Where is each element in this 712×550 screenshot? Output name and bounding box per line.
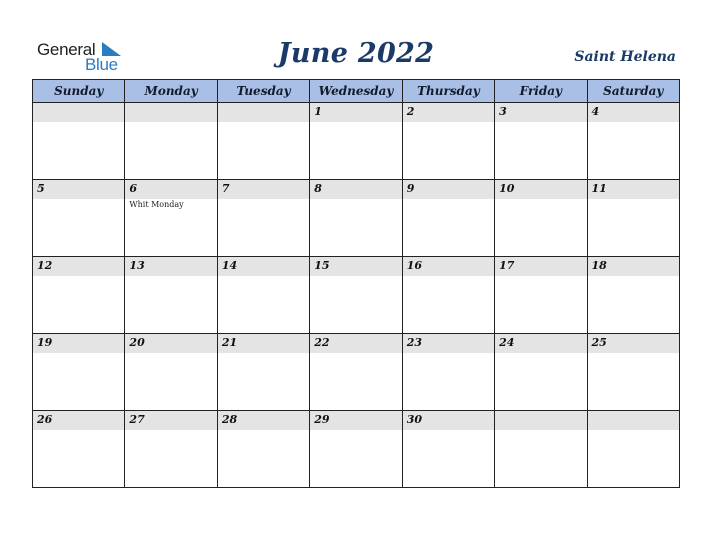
day-number-strip xyxy=(310,103,401,122)
weekday-header: Sunday xyxy=(33,80,125,103)
holiday-label: Whit Monday xyxy=(129,200,184,209)
day-number: 28 xyxy=(221,413,238,426)
week-row xyxy=(33,180,680,257)
day-cell xyxy=(310,411,402,488)
day-number-strip xyxy=(495,180,586,199)
day-number-strip xyxy=(33,411,124,430)
day-number: 22 xyxy=(314,336,330,349)
day-number-strip xyxy=(495,103,586,122)
day-cell xyxy=(33,257,125,334)
day-number: 4 xyxy=(591,105,600,118)
day-number-strip xyxy=(218,411,309,430)
day-number-strip xyxy=(33,180,124,199)
day-cell xyxy=(495,334,587,411)
day-number-strip xyxy=(125,411,216,430)
day-number-strip xyxy=(125,180,216,199)
weekday-header-row xyxy=(33,80,680,103)
day-number: 14 xyxy=(221,259,238,272)
day-cell xyxy=(402,257,494,334)
weekday-header: Monday xyxy=(125,80,217,103)
day-number-strip xyxy=(588,180,679,199)
day-number-strip xyxy=(125,103,216,122)
day-cell xyxy=(310,257,402,334)
day-cell xyxy=(495,180,587,257)
day-number: 8 xyxy=(314,182,322,195)
day-number-strip xyxy=(403,334,494,353)
day-cell xyxy=(402,180,494,257)
day-number-strip xyxy=(588,257,679,276)
day-cell xyxy=(33,411,125,488)
day-number: 19 xyxy=(37,336,53,349)
day-number: 23 xyxy=(406,336,422,349)
day-cell xyxy=(495,257,587,334)
day-cell xyxy=(495,103,587,180)
day-number-strip xyxy=(218,103,309,122)
day-number-strip xyxy=(495,334,586,353)
day-cell xyxy=(587,103,679,180)
day-number: 21 xyxy=(221,336,238,349)
day-number: 30 xyxy=(406,413,422,426)
logo-text-blue: Blue xyxy=(85,55,118,74)
day-cell xyxy=(587,411,679,488)
calendar-grid xyxy=(32,79,680,488)
day-cell xyxy=(125,411,217,488)
day-number: 1 xyxy=(314,105,322,118)
day-number: 6 xyxy=(129,182,138,195)
weekday-header: Saturday xyxy=(587,80,679,103)
day-number-strip xyxy=(495,257,586,276)
day-number-strip xyxy=(218,257,309,276)
day-cell xyxy=(217,257,309,334)
day-number: 27 xyxy=(129,413,145,426)
weekday-header: Tuesday xyxy=(217,80,309,103)
week-row xyxy=(33,103,680,180)
day-number-strip xyxy=(588,334,679,353)
day-number: 7 xyxy=(221,182,230,195)
day-cell xyxy=(125,103,217,180)
day-number-strip xyxy=(403,411,494,430)
day-number: 29 xyxy=(314,413,330,426)
day-cell xyxy=(125,180,217,257)
day-number-strip xyxy=(310,180,401,199)
day-cell xyxy=(33,180,125,257)
day-number-strip xyxy=(403,103,494,122)
day-number-strip xyxy=(403,257,494,276)
day-cell xyxy=(217,411,309,488)
calendar-title: June 2022 xyxy=(277,38,435,69)
day-cell xyxy=(125,334,217,411)
day-cell xyxy=(402,411,494,488)
day-number-strip xyxy=(218,334,309,353)
day-cell xyxy=(402,334,494,411)
day-number: 13 xyxy=(129,259,145,272)
day-cell xyxy=(125,257,217,334)
day-number-strip xyxy=(310,411,401,430)
calendar-region: Saint Helena xyxy=(574,49,676,65)
day-number: 26 xyxy=(37,413,53,426)
day-number-strip xyxy=(588,411,679,430)
day-number: 25 xyxy=(591,336,607,349)
day-number: 3 xyxy=(499,105,507,118)
day-cell xyxy=(310,103,402,180)
day-cell xyxy=(33,334,125,411)
day-cell xyxy=(587,334,679,411)
day-number-strip xyxy=(310,334,401,353)
day-number-strip xyxy=(125,257,216,276)
day-number: 9 xyxy=(406,182,415,195)
day-number-strip xyxy=(33,103,124,122)
week-row xyxy=(33,334,680,411)
day-number-strip xyxy=(33,334,124,353)
day-number: 20 xyxy=(129,336,145,349)
day-number-strip xyxy=(33,257,124,276)
day-cell xyxy=(495,411,587,488)
day-cell xyxy=(402,103,494,180)
day-number: 10 xyxy=(499,182,515,195)
day-cell xyxy=(33,103,125,180)
day-number: 17 xyxy=(499,259,515,272)
day-cell xyxy=(587,180,679,257)
day-cell xyxy=(217,103,309,180)
day-number-strip xyxy=(125,334,216,353)
logo-text-general: General xyxy=(37,40,96,59)
day-number-strip xyxy=(310,257,401,276)
day-number-strip xyxy=(403,180,494,199)
week-row xyxy=(33,411,680,488)
day-number-strip xyxy=(588,103,679,122)
day-number: 11 xyxy=(591,182,607,195)
day-number: 2 xyxy=(406,105,415,118)
day-number: 12 xyxy=(37,259,53,272)
day-number: 15 xyxy=(314,259,330,272)
day-number: 18 xyxy=(591,259,607,272)
weekday-header: Wednesday xyxy=(310,80,402,103)
day-number: 16 xyxy=(406,259,422,272)
day-number: 5 xyxy=(37,182,45,195)
weekday-header: Thursday xyxy=(402,80,494,103)
weekday-header: Friday xyxy=(495,80,587,103)
day-cell xyxy=(587,257,679,334)
day-cell xyxy=(217,334,309,411)
week-row xyxy=(33,257,680,334)
day-number-strip xyxy=(495,411,586,430)
day-cell xyxy=(310,180,402,257)
day-number-strip xyxy=(218,180,309,199)
day-cell xyxy=(310,334,402,411)
day-number: 24 xyxy=(499,336,515,349)
day-cell xyxy=(217,180,309,257)
